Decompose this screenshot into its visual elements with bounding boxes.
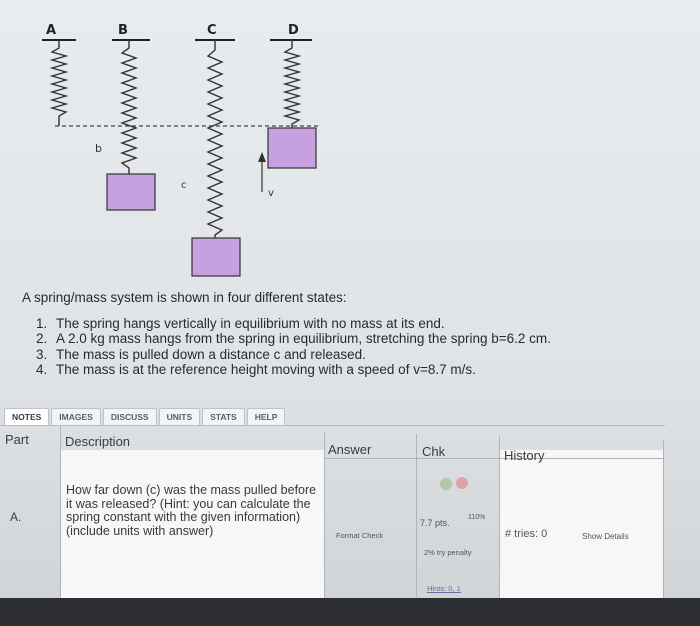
header-answer: Answer	[328, 442, 372, 457]
answer-table	[0, 425, 665, 602]
check-answer-icon[interactable]	[436, 474, 476, 494]
header-description: Description	[65, 434, 131, 449]
problem-intro: A spring/mass system is shown in four different states:	[22, 290, 347, 305]
label-c: C	[207, 23, 217, 38]
format-check-link[interactable]: Format Check	[336, 531, 384, 540]
label-a: A	[46, 23, 57, 38]
spring-mass-figure	[0, 0, 700, 285]
header-chk: Chk	[422, 444, 446, 459]
dim-v-label: v	[268, 188, 274, 199]
dim-c-label: c	[181, 180, 187, 191]
question-text: How far down (c) was the mass pulled before it was released? (Hint: you can calculate the spring constant with the given information) (include units with answer)	[66, 483, 317, 538]
mass-c	[192, 238, 240, 276]
tab-discuss[interactable]: DISCUSS	[103, 408, 157, 426]
history-cell	[499, 450, 663, 600]
spring-b	[122, 40, 136, 174]
mass-d	[268, 128, 316, 168]
part-label: A.	[10, 510, 22, 524]
tab-units[interactable]: UNITS	[159, 408, 201, 426]
problem-states-list	[22, 316, 682, 378]
tries-count: # tries: 0	[505, 528, 548, 540]
hints-link[interactable]: Hints: 0, 1	[427, 584, 461, 593]
problem-tabs	[4, 408, 285, 426]
tab-help[interactable]: HELP	[247, 408, 286, 426]
dim-b-label: b	[95, 142, 102, 155]
header-history: History	[504, 448, 545, 463]
try-penalty: 2% try penalty	[424, 548, 472, 557]
problem-statement	[22, 290, 682, 378]
spring-a	[52, 40, 66, 126]
label-b: B	[118, 23, 128, 38]
state-item: 1. The spring hangs vertically in equilibrium with no mass at its end.	[36, 315, 445, 331]
header-part: Part	[5, 432, 29, 447]
state-item: 3. The mass is pulled down a distance c and released.	[36, 346, 366, 362]
tab-stats[interactable]: STATS	[202, 408, 245, 426]
points-value: 7.7 pts.	[420, 518, 450, 528]
spring-d	[285, 40, 299, 128]
percent-value: 110%	[468, 514, 486, 521]
label-d: D	[288, 23, 299, 38]
tab-notes[interactable]: NOTES	[4, 408, 49, 426]
show-details-link[interactable]: Show Details	[582, 532, 629, 541]
mass-b	[107, 174, 155, 210]
state-item: 2. A 2.0 kg mass hangs from the spring in equilibrium, stretching the spring b=6.2 cm.	[36, 331, 551, 346]
velocity-arrowhead	[258, 152, 266, 162]
state-item: 4. The mass is at the reference height moving with a speed of v=8.7 m/s.	[36, 362, 476, 377]
bottom-edge	[0, 598, 700, 626]
tab-images[interactable]: IMAGES	[51, 408, 101, 426]
spring-c	[208, 40, 222, 238]
